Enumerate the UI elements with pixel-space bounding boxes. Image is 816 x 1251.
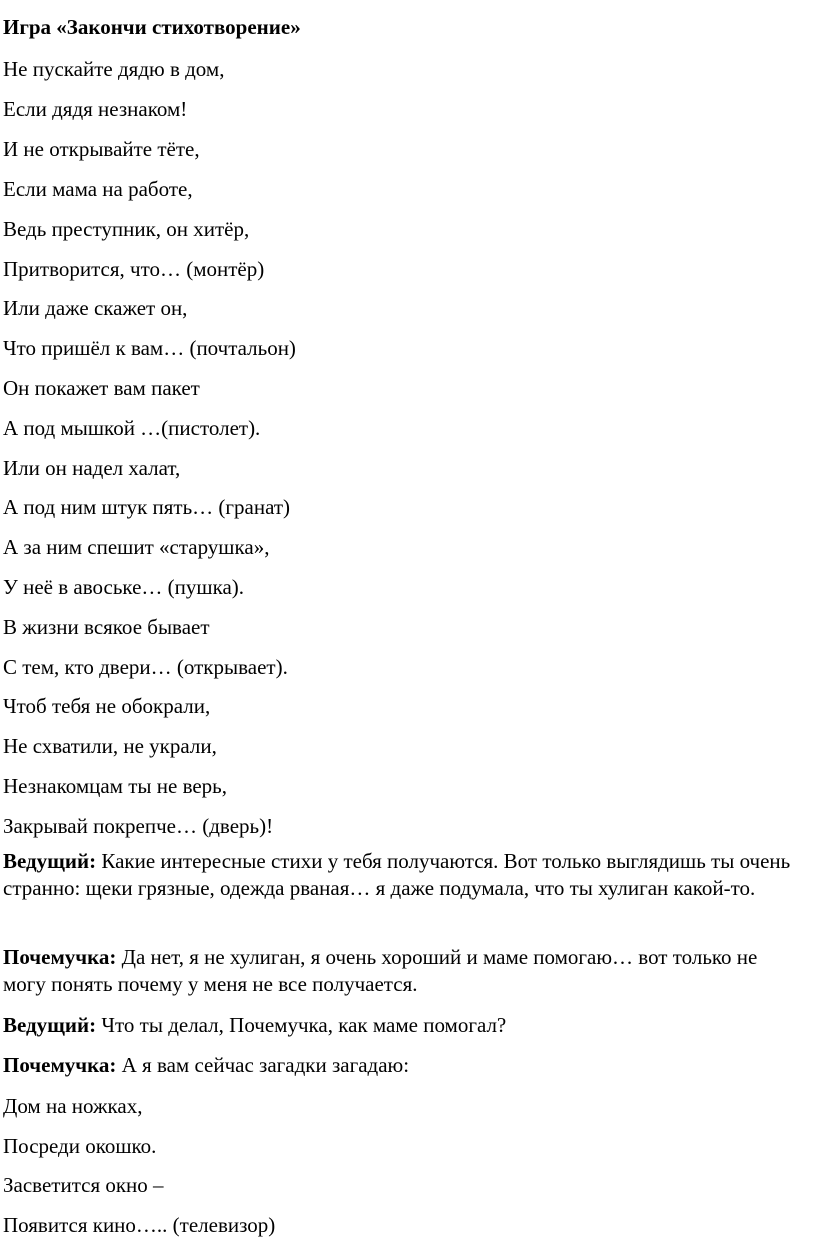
dialogue-paragraph (3, 1012, 803, 1039)
dialogue-text: Что ты делал, Почемучка, как маме помогал? (96, 1013, 507, 1037)
riddle-line: Посреди окошко. (3, 1134, 157, 1158)
speaker-name: Почемучка: (3, 945, 117, 969)
poem-line: Не схватили, не украли, (3, 734, 217, 758)
dialogue-text: Да нет, я не хулиган, я очень хороший и маме помогаю… вот только не могу понять почему у меня не все получается. (3, 945, 758, 996)
poem-line: Или даже скажет он, (3, 296, 188, 320)
speaker-name: Ведущий: (3, 849, 97, 873)
riddle-line: Появится кино….. (телевизор) (3, 1213, 276, 1237)
poem-line: Притворится, что… (монтёр) (3, 257, 265, 281)
poem-line: Чтоб тебя не обокрали, (3, 694, 211, 718)
speaker-name: Почемучка: (3, 1053, 117, 1077)
poem-line: Что пришёл к вам… (почтальон) (3, 336, 296, 360)
poem-line: А под мышкой …(пистолет). (3, 416, 261, 440)
poem-line: Он покажет вам пакет (3, 376, 200, 400)
dialogue-paragraph (3, 1052, 803, 1079)
dialogue-paragraph (3, 944, 803, 998)
poem-line: Если мама на работе, (3, 177, 193, 201)
speaker-name: Ведущий: (3, 1013, 97, 1037)
dialogue-paragraph (3, 848, 803, 902)
poem-line: И не открывайте тёте, (3, 137, 200, 161)
poem-line: Не пускайте дядю в дом, (3, 57, 225, 81)
poem-line: А за ним спешит «старушка», (3, 535, 270, 559)
riddle-line: Дом на ножках, (3, 1094, 143, 1118)
poem-line: Закрывай покрепче… (дверь)! (3, 814, 274, 838)
poem-line: А под ним штук пять… (гранат) (3, 495, 291, 519)
dialogue-text: Какие интересные стихи у тебя получаются. Вот только выглядишь ты очень странно: щеки грязные, одежда рваная… я даже подумала, что ты хулиган какой-то. (3, 849, 791, 900)
poem-line: Ведь преступник, он хитёр, (3, 217, 250, 241)
riddle-line: Засветится окно – (3, 1173, 164, 1197)
poem-line: Или он надел халат, (3, 456, 181, 480)
document-title: Игра «Закончи стихотворение» (3, 15, 301, 39)
poem-line: С тем, кто двери… (открывает). (3, 655, 288, 679)
poem-line: У неё в авоське… (пушка). (3, 575, 245, 599)
poem-line: В жизни всякое бывает (3, 615, 210, 639)
dialogue-text: А я вам сейчас загадки загадаю: (116, 1053, 410, 1077)
poem-line: Незнакомцам ты не верь, (3, 774, 228, 798)
poem-line: Если дядя незнаком! (3, 97, 188, 121)
